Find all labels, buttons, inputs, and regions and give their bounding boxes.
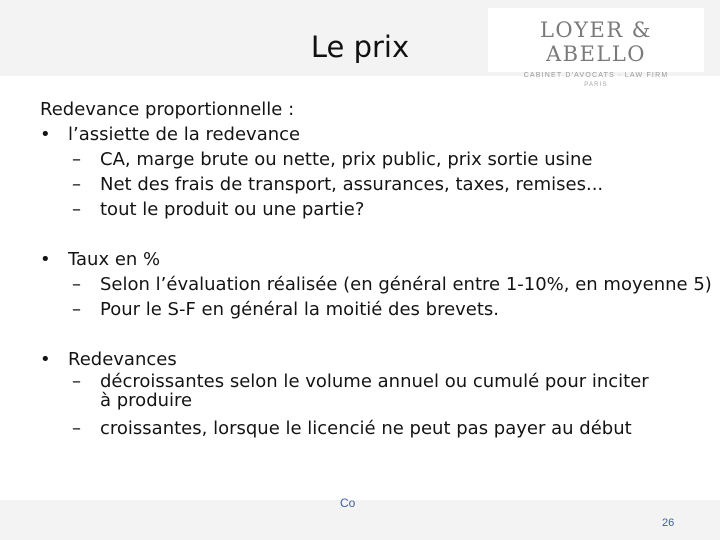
sub-bullet-text: Net des frais de transport, assurances, taxes, remises... [100,174,604,195]
bullet-mark: • [40,249,51,270]
dash-mark: – [72,299,81,320]
dash-mark: – [72,174,81,195]
intro-text: Redevance proportionnelle : [40,99,295,120]
sub-bullet [40,172,710,197]
logo-tagline: CABINET D'AVOCATS · LAW FIRM [523,72,669,79]
sub-bullet [40,372,660,410]
spacer [40,222,710,247]
bullet-redevances [40,347,710,372]
bullet-taux [40,247,710,272]
bullet-mark: • [40,124,51,145]
dash-mark: – [72,274,81,295]
sub-bullet-text: croissantes, lorsque le licencié ne peut pas payer au début [100,418,632,439]
sub-bullet [40,272,710,297]
bullet-mark: • [40,349,51,370]
sub-bullet [40,297,710,322]
dash-mark: – [72,149,81,170]
firm-logo [488,8,704,88]
sub-bullet-text: Pour le S-F en général la moitié des brevets. [100,299,500,320]
logo-city: PARIS [584,82,608,88]
logo-name: LOYER & ABELLO [539,18,653,66]
bullet-text: Taux en % [68,249,161,270]
dash-mark: – [72,418,81,439]
sub-bullet-text: décroissantes selon le volume annuel ou cumulé pour inciter à produire [100,371,649,411]
footer-band [0,500,720,540]
spacer [40,322,710,347]
sub-bullet [40,147,710,172]
page-number: 26 [662,517,675,529]
dash-mark: – [72,371,81,392]
bullet-assiette [40,122,710,147]
slide-title: Le prix [310,30,410,64]
sub-bullet [40,416,710,441]
sub-bullet-text: CA, marge brute ou nette, prix public, prix sortie usine [100,149,593,170]
sub-bullet [40,197,710,222]
sub-bullet-text: tout le produit ou une partie? [100,199,365,220]
slide-body [40,97,710,441]
dash-mark: – [72,199,81,220]
footer-note: Co [340,496,356,510]
bullet-text: l’assiette de la redevance [68,124,301,145]
bullet-text: Redevances [68,349,177,370]
sub-bullet-text: Selon l’évaluation réalisée (en général entre 1-10%, en moyenne 5) [100,274,712,295]
